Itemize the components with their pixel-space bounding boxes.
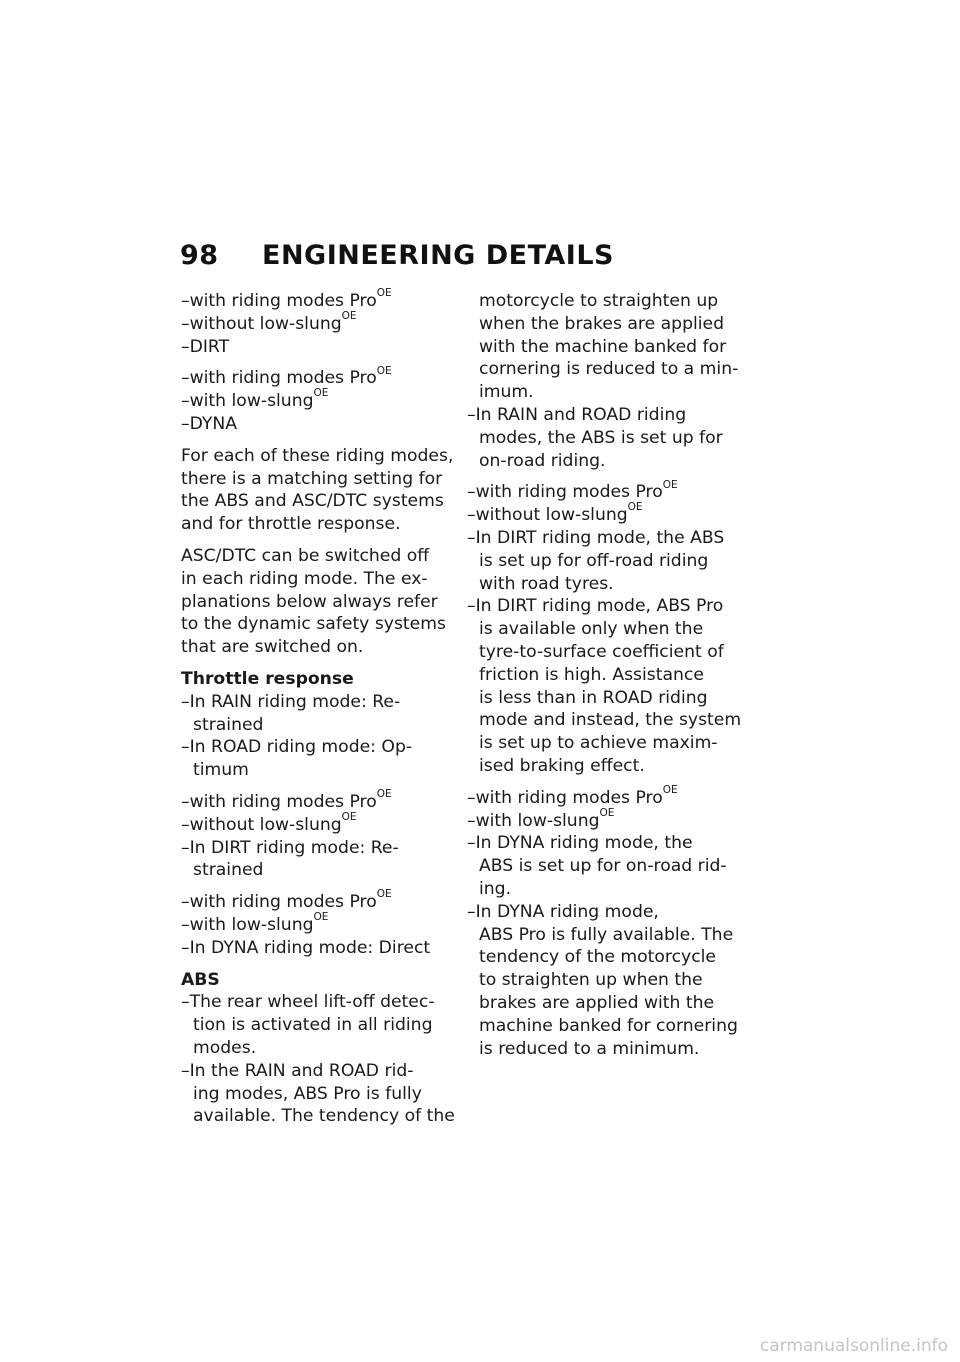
condition-line: –without low-slung$^{OE}$ [467, 501, 643, 526]
condition-group [467, 478, 739, 527]
condition-line: –with riding modes Pro$^{OE}$ [181, 287, 392, 311]
list-item: –In DIRT riding mode, the ABS is set up for off-road riding with road tyres. [467, 527, 725, 594]
throttle-list [181, 691, 453, 782]
list-item: –In RAIN and ROAD riding modes, the ABS is set up for on-road riding. [467, 404, 723, 471]
condition-line: –with riding modes Pro$^{OE}$ [181, 364, 392, 389]
paragraph: For each of these riding modes, there is a matching setting for the ABS and ASC/DTC systems and for throttle response. [181, 445, 454, 535]
condition-group [181, 788, 453, 882]
dirt-abs-list [467, 527, 742, 778]
condition-line: –without low-slung$^{OE}$ [181, 310, 357, 334]
condition-line: –with riding modes Pro$^{OE}$ [181, 788, 392, 812]
condition-group [181, 287, 453, 358]
condition-line: –with riding modes Pro$^{OE}$ [467, 784, 678, 808]
condition-group [181, 888, 453, 959]
condition-group [467, 784, 739, 833]
list-item: –In ROAD riding mode: Op- timum [181, 737, 413, 781]
list-item: –In RAIN riding mode: Re- strained [181, 691, 401, 735]
dyna-abs-list [467, 832, 739, 1060]
list-item: –In DYNA riding mode, the ABS is set up for on-road rid- ing. [467, 833, 727, 899]
page-header [180, 240, 614, 271]
list-item: –The rear wheel lift-off detec- tion is activated in all riding modes. [181, 992, 435, 1058]
condition-line: –DIRT [181, 336, 230, 357]
condition-line: –with riding modes Pro$^{OE}$ [467, 478, 678, 503]
page-title: ENGINEERING DETAILS [262, 240, 614, 271]
list-item: –In the RAIN and ROAD rid- ing modes, ABS Pro is fully available. The tendency of the [181, 1060, 455, 1127]
list-item: –In DIRT riding mode, ABS Pro is available only when the tyre-to-surface coefficient of friction is high. Assistance is less than in ROAD riding mode and instead, the system is set up to achieve maxim- ised braking effect. [467, 596, 742, 776]
condition-line: –DYNA [181, 413, 238, 434]
condition-line: –without low-slung$^{OE}$ [181, 811, 357, 835]
right-column [467, 290, 742, 1060]
list-item: –In DIRT riding mode: Re- strained [181, 837, 399, 881]
page-number: 98 [180, 240, 219, 271]
watermark: carmanualsonline.info [759, 1336, 948, 1356]
list-item-continued: motorcycle to straighten up when the brakes are applied with the machine banked for cornering is reduced to a min- imum. [479, 291, 739, 403]
condition-line: –with riding modes Pro$^{OE}$ [181, 888, 392, 913]
condition-line: –with low-slung$^{OE}$ [467, 806, 615, 831]
list-item: –In DYNA riding mode, ABS Pro is fully available. The tendency of the motorcycle to straighten up when the brakes are applied with the machine banked for cornering is reduced to a minimum. [467, 901, 738, 1059]
condition-line: –with low-slung$^{OE}$ [181, 387, 329, 412]
list-item: –In DYNA riding mode: Direct [181, 937, 431, 958]
section-heading-throttle: Throttle response [181, 668, 354, 689]
abs-list [181, 991, 453, 1128]
left-column [181, 287, 455, 1128]
paragraph: ASC/DTC can be switched off in each riding mode. The ex- planations below always refer to the dynamic safety systems that are switched on. [181, 545, 446, 658]
condition-line: –with low-slung$^{OE}$ [181, 911, 329, 935]
condition-group [181, 364, 453, 435]
section-heading-abs: ABS [181, 969, 220, 990]
